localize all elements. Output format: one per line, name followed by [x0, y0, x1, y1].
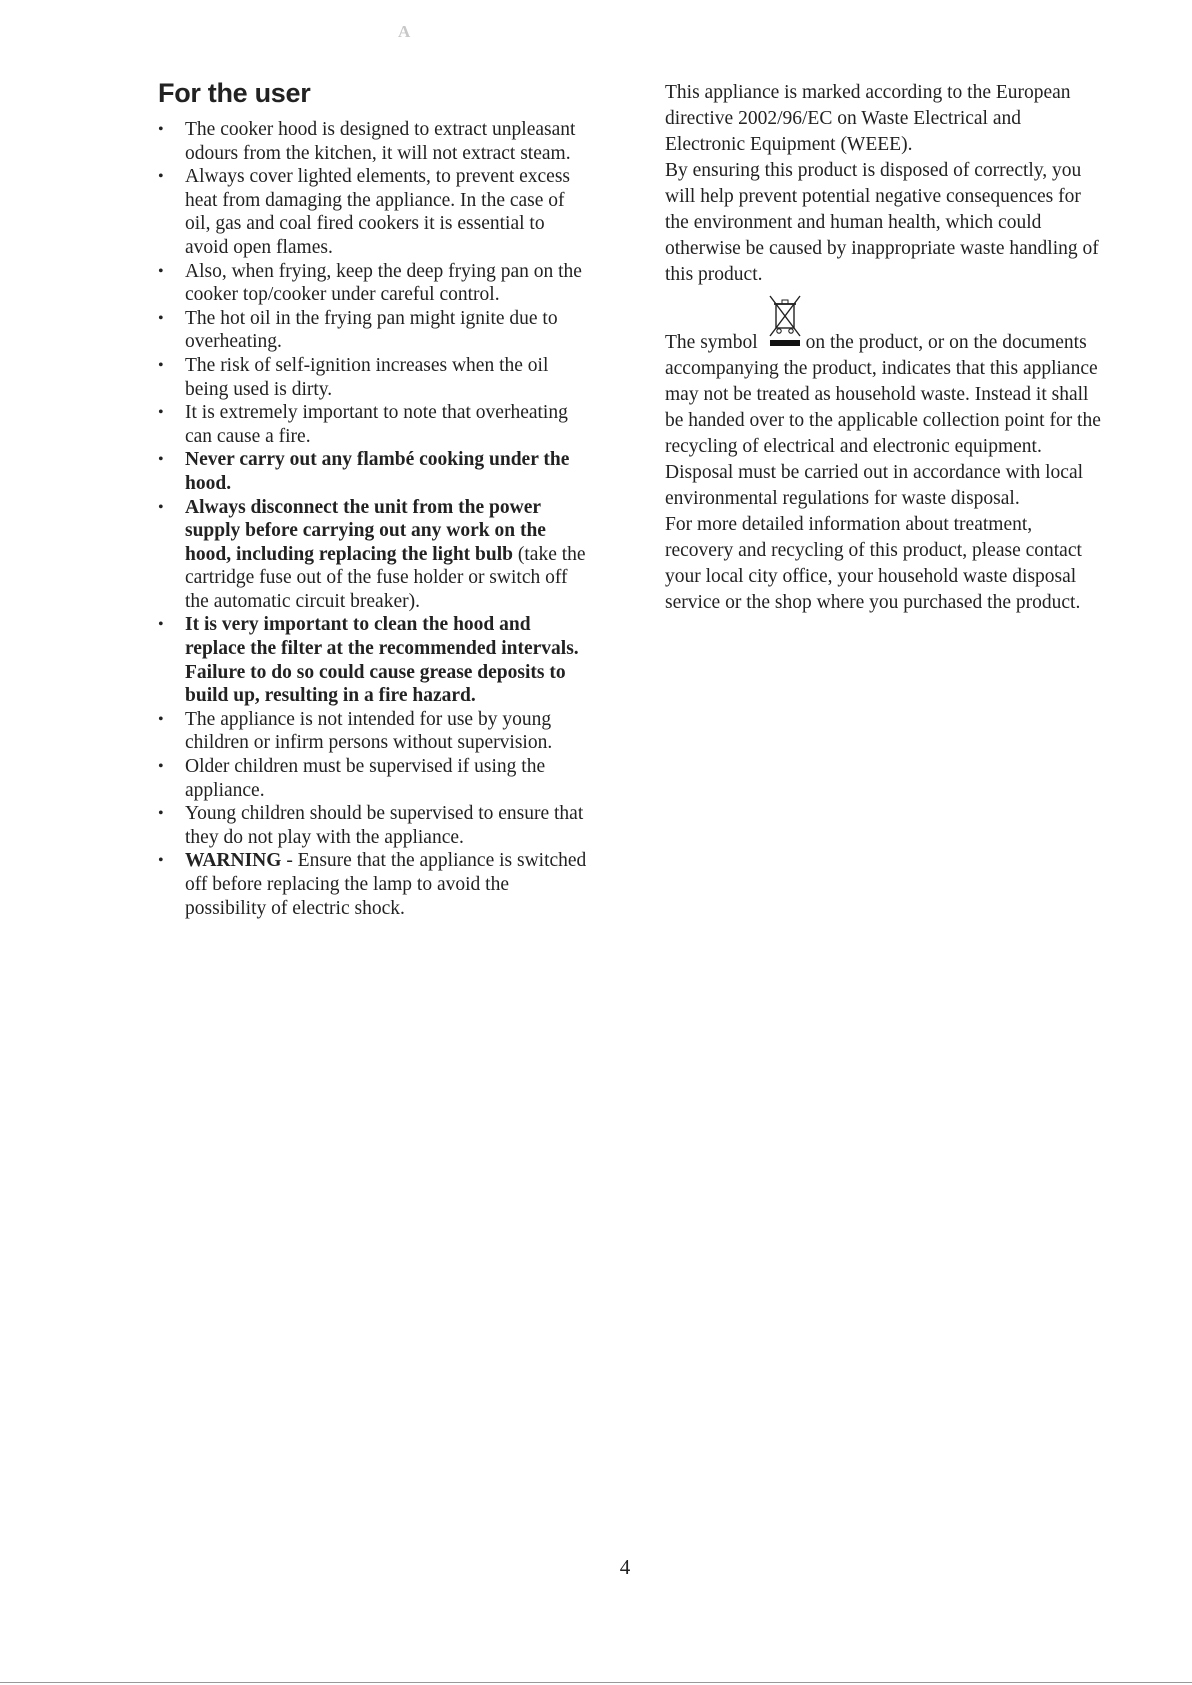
page-number: 4: [619, 1555, 631, 1579]
safety-instructions-list: [158, 118, 588, 920]
disposal-regulations-paragraph: Disposal must be carried out in accordance with local environmental regulations for waste disposal.: [665, 462, 1084, 509]
list-item: • The cooker hood is designed to extract unpleasant odours from the kitchen, it will not extract steam.: [158, 118, 588, 165]
list-item: • It is extremely important to note that overheating can cause a fire.: [158, 401, 588, 448]
bottom-divider: [0, 1682, 1192, 1683]
weee-symbol-paragraph: The symbol on the product, or on the documents accompanying the product, indicates that this appliance may not be treated as household waste. Instead it shall be handed over to the applicable collection point for the recycling of electrical and electronic equipment.: [665, 328, 1105, 460]
list-item: • Older children must be supervised if using the appliance.: [158, 755, 588, 802]
list-item: • Young children should be supervised to ensure that they do not play with the appliance.: [158, 802, 588, 849]
crossed-out-wheelie-bin-icon: [766, 328, 804, 348]
list-item: • Always cover lighted elements, to prevent excess heat from damaging the appliance. In the case of oil, gas and coal fired cookers it is essential to avoid open flames.: [158, 165, 588, 259]
list-item: • The risk of self-ignition increases when the oil being used is dirty.: [158, 354, 588, 401]
page-header-mark: A: [398, 22, 411, 41]
list-item: • The hot oil in the frying pan might ignite due to overheating.: [158, 307, 588, 354]
list-item: • It is very important to clean the hood and replace the filter at the recommended intervals. Failure to do so could cause grease deposits to build up, resulting in a fire hazard.: [158, 613, 588, 707]
weee-disposal-section: [665, 80, 1105, 616]
section-title: For the user: [158, 78, 311, 108]
list-item: • The appliance is not intended for use by young children or infirm persons without supervision.: [158, 708, 588, 755]
weee-directive-paragraph: This appliance is marked according to the European directive 2002/96/EC on Waste Electrical and Electronic Equipment (WEEE). By ensuring this product is disposed of correctly, you will help prevent potential negative consequences for the environment and human health, which could otherwise be caused by inappropriate waste handling of this product.: [665, 82, 1099, 285]
list-item: • Always disconnect the unit from the power supply before carrying out any work on the hood, including replacing the light bulb (take the cartridge fuse out of the fuse holder or switch off the automatic circuit breaker).: [158, 496, 588, 614]
list-item: • WARNING - Ensure that the appliance is switched off before replacing the lamp to avoid the possibility of electric shock.: [158, 849, 588, 920]
list-item: • Never carry out any flambé cooking under the hood.: [158, 448, 588, 495]
more-information-paragraph: For more detailed information about treatment, recovery and recycling of this product, please contact your local city office, your household waste disposal service or the shop where you purchased the product.: [665, 514, 1082, 613]
list-item: • Also, when frying, keep the deep frying pan on the cooker top/cooker under careful control.: [158, 260, 588, 307]
user-safety-section: [158, 78, 588, 920]
